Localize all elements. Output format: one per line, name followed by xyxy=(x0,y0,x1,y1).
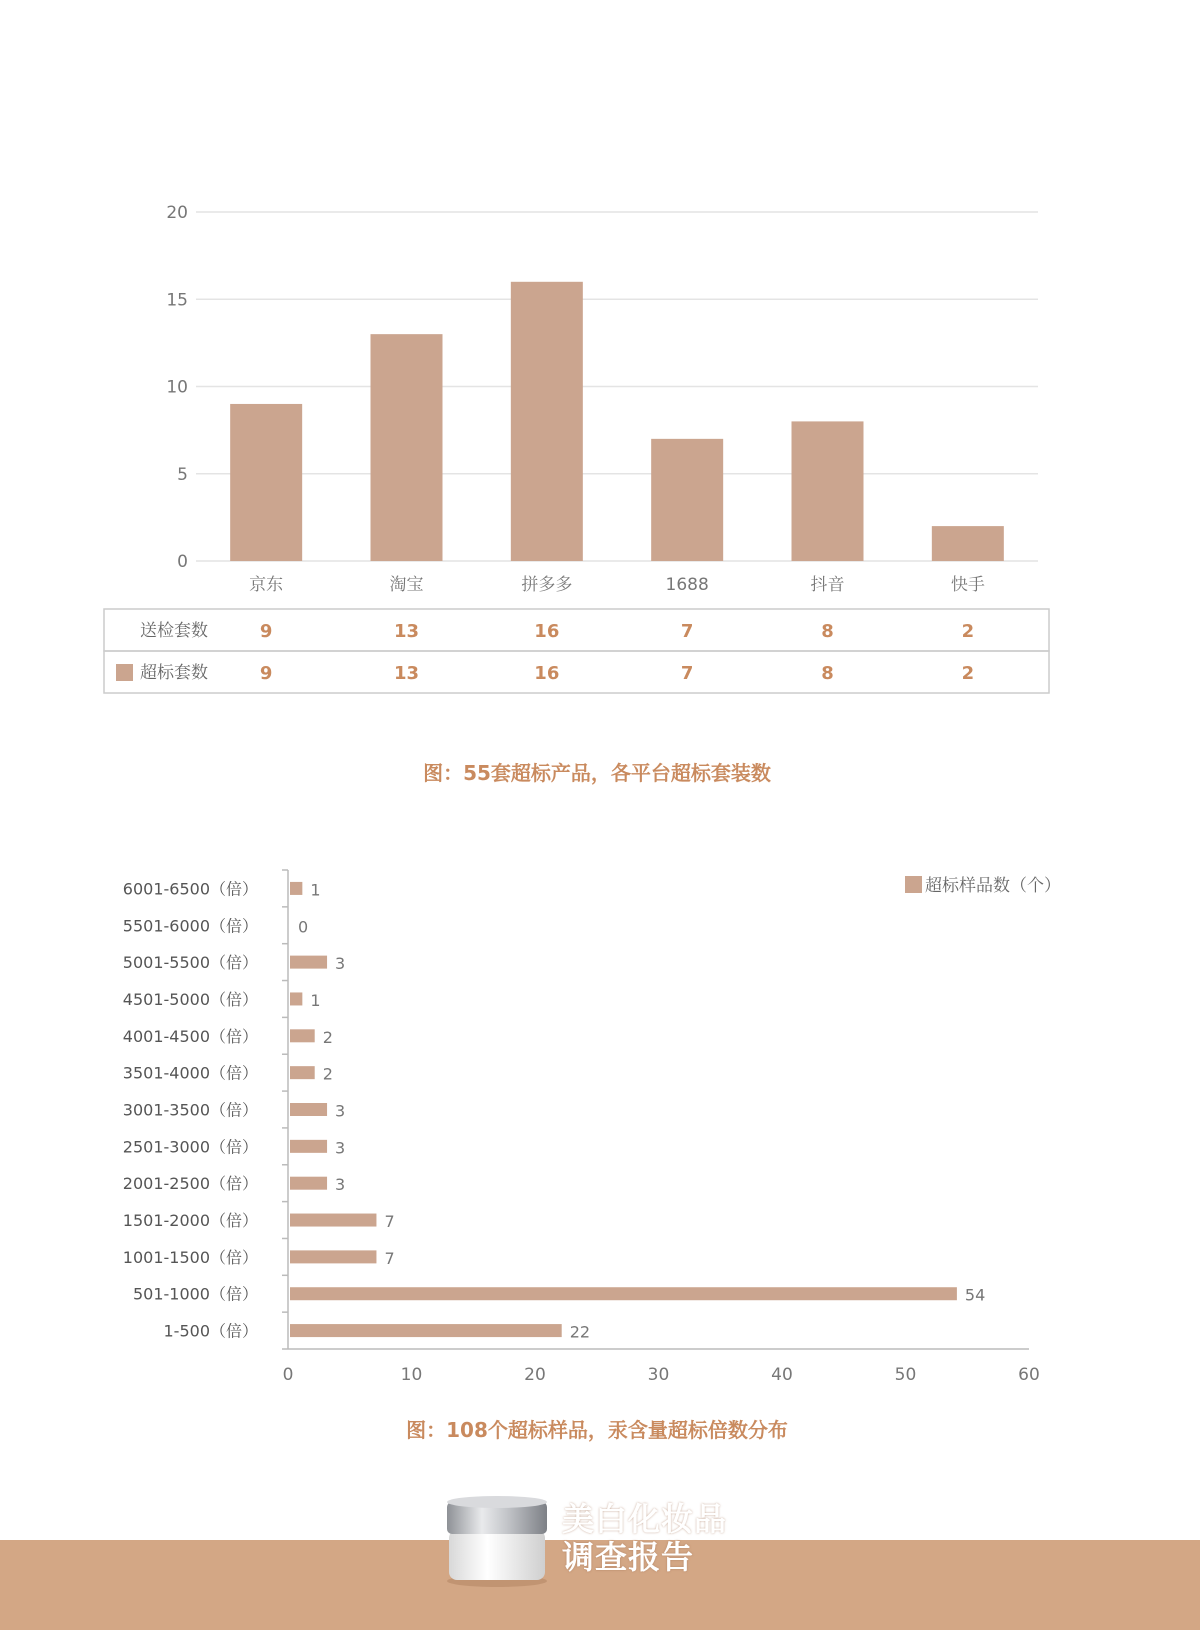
x-tick-label: 抖音 xyxy=(810,575,845,595)
y-tick-label: 1001-1500（倍） xyxy=(122,1247,258,1267)
y-tick-label: 1-500（倍） xyxy=(163,1321,258,1341)
table-cell: 9 xyxy=(259,621,273,642)
data-label: 3 xyxy=(335,1138,346,1158)
y-tick-label: 5001-5500（倍） xyxy=(122,953,258,973)
data-label: 1 xyxy=(310,880,321,900)
y-tick-label: 20 xyxy=(166,203,188,223)
footer-logo-text xyxy=(562,1500,727,1576)
table-cell: 7 xyxy=(680,621,694,642)
bar xyxy=(290,1103,327,1116)
table-cell: 8 xyxy=(821,663,834,684)
y-tick-label: 501-1000（倍） xyxy=(132,1284,258,1304)
bar xyxy=(290,1214,376,1227)
bar xyxy=(290,882,302,895)
table-cell: 16 xyxy=(534,663,560,684)
x-tick-label: 30 xyxy=(647,1365,670,1385)
table-cell: 16 xyxy=(534,621,560,642)
data-label: 0 xyxy=(298,917,309,937)
chart-caption: 图：55套超标产品，各平台超标套装数 xyxy=(423,761,771,785)
data-label: 3 xyxy=(335,1175,346,1195)
x-tick-label: 40 xyxy=(771,1365,793,1385)
table-cell: 2 xyxy=(961,663,975,684)
chart-caption: 图：108个超标样品，汞含量超标倍数分布 xyxy=(406,1418,788,1442)
x-tick-label: 60 xyxy=(1018,1365,1040,1385)
x-tick-label: 10 xyxy=(400,1365,423,1385)
table-cell: 13 xyxy=(393,621,420,642)
y-tick-label: 3501-4000（倍） xyxy=(122,1063,258,1083)
data-label: 22 xyxy=(569,1322,591,1342)
data-label: 2 xyxy=(322,1064,333,1084)
table-cell: 8 xyxy=(821,621,834,642)
x-tick-label: 20 xyxy=(524,1365,546,1385)
legend-swatch xyxy=(905,876,922,893)
table-row-label: 送检套数 xyxy=(140,621,208,641)
x-tick-label: 淘宝 xyxy=(389,575,424,595)
y-tick-label: 15 xyxy=(166,290,188,311)
x-tick-label: 京东 xyxy=(249,575,284,595)
y-tick-label: 1501-2000（倍） xyxy=(122,1211,258,1231)
table-row-label: 超标套数 xyxy=(140,663,208,683)
x-tick-label: 1688 xyxy=(665,575,709,595)
y-tick-label: 6001-6500（倍） xyxy=(122,879,258,899)
bar xyxy=(290,1177,327,1190)
data-label: 54 xyxy=(964,1285,986,1305)
y-tick-label: 4501-5000（倍） xyxy=(122,989,258,1009)
logo-line-1: 美白化妆品 xyxy=(562,1500,728,1538)
x-tick-label: 拼多多 xyxy=(521,575,573,595)
data-label: 2 xyxy=(322,1027,333,1047)
y-tick-label: 3001-3500（倍） xyxy=(122,1100,258,1120)
y-tick-label: 5 xyxy=(177,464,188,485)
table-cell: 9 xyxy=(259,663,273,684)
bar xyxy=(290,992,302,1005)
data-label: 3 xyxy=(335,954,346,974)
data-label: 1 xyxy=(310,990,321,1010)
logo-line-2: 调查报告 xyxy=(562,1538,695,1576)
table-cell: 13 xyxy=(393,663,420,684)
bar xyxy=(290,1324,562,1337)
y-tick-label: 2001-2500（倍） xyxy=(122,1174,258,1194)
x-tick-label: 0 xyxy=(282,1365,294,1385)
bar xyxy=(290,956,327,969)
data-label: 7 xyxy=(384,1212,395,1232)
bar xyxy=(290,1140,327,1153)
table-cell: 2 xyxy=(961,621,975,642)
x-tick-label: 快手 xyxy=(950,575,985,595)
table-cell: 7 xyxy=(680,663,694,684)
y-tick-label: 4001-4500（倍） xyxy=(122,1026,258,1046)
data-label: 3 xyxy=(335,1101,346,1121)
y-tick-label: 2501-3000（倍） xyxy=(122,1137,258,1157)
bar xyxy=(290,1287,957,1300)
bar xyxy=(290,1029,315,1042)
data-label: 7 xyxy=(384,1248,395,1268)
y-tick-label: 5501-6000（倍） xyxy=(122,916,258,936)
y-tick-label: 0 xyxy=(177,552,188,572)
bar xyxy=(290,1250,376,1263)
x-tick-label: 50 xyxy=(894,1365,917,1385)
y-tick-label: 10 xyxy=(166,377,188,398)
bar xyxy=(290,1066,315,1079)
legend-label: 超标样品数（个） xyxy=(925,876,1061,896)
